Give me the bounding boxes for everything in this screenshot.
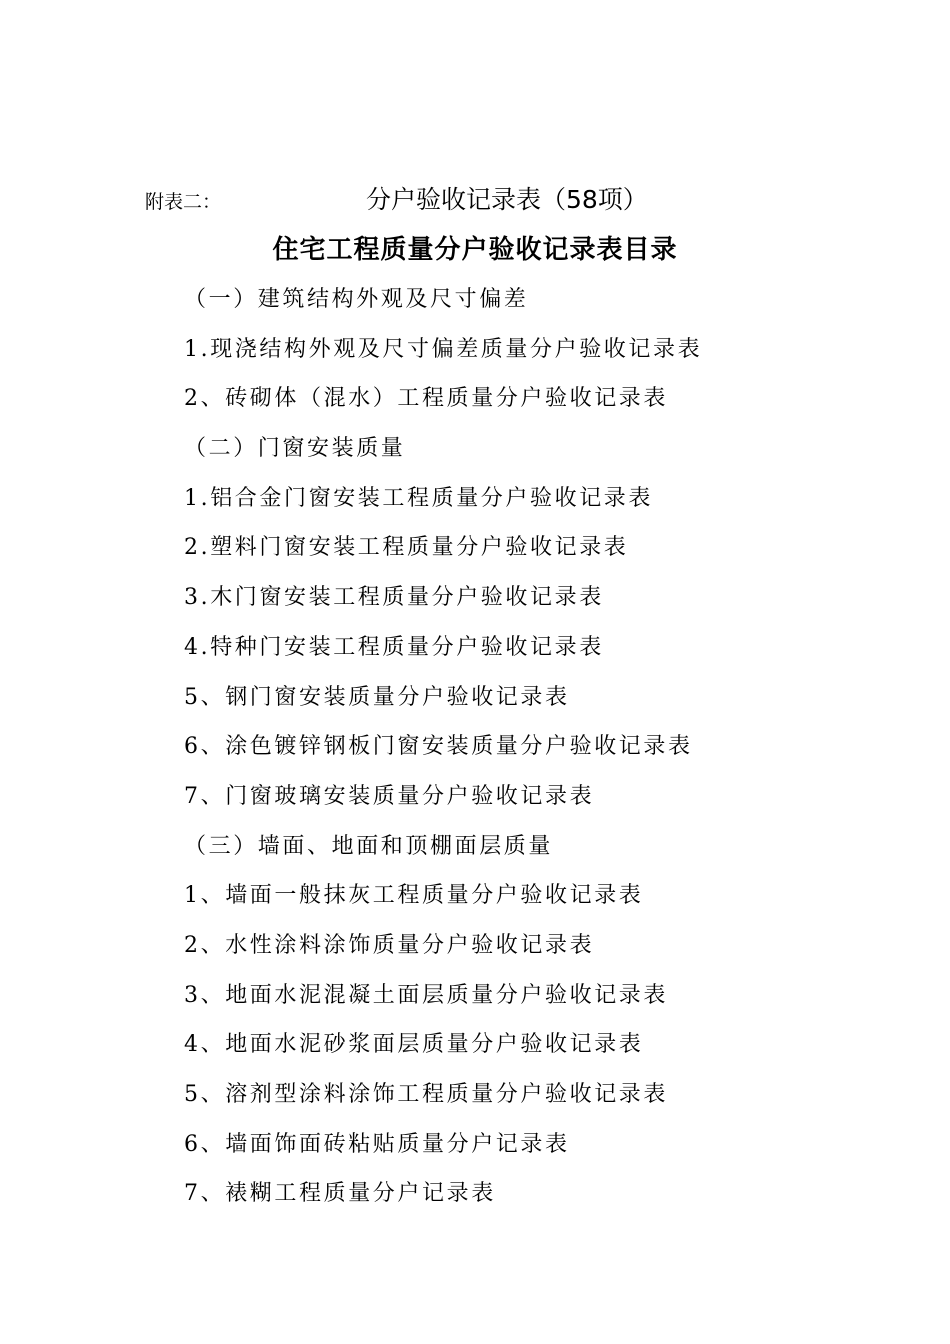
toc-section-heading: （三）墙面、地面和顶棚面层质量 [184, 833, 554, 859]
form-title: 分户验收记录表（58项） [366, 185, 648, 214]
toc-item: 6、涂色镀锌钢板门窗安装质量分户验收记录表 [184, 734, 693, 760]
toc-item: 4、地面水泥砂浆面层质量分户验收记录表 [184, 1032, 644, 1058]
toc-section-heading: （一）建筑结构外观及尺寸偏差 [184, 287, 529, 312]
toc-item: 7、裱糊工程质量分户记录表 [184, 1181, 496, 1207]
toc-title: 住宅工程质量分户验收记录表目录 [272, 235, 678, 265]
toc-item: 5、溶剂型涂料涂饰工程质量分户验收记录表 [184, 1082, 668, 1107]
toc-item: 2.塑料门窗安装工程质量分户验收记录表 [184, 535, 629, 561]
toc-item: 3.木门窗安装工程质量分户验收记录表 [184, 585, 604, 611]
toc-item: 2、砖砌体（混水）工程质量分户验收记录表 [184, 386, 668, 412]
toc-item: 5、钢门窗安装质量分户验收记录表 [184, 684, 570, 710]
appendix-label: 附表二： [145, 191, 222, 213]
toc-item: 7、门窗玻璃安装质量分户验收记录表 [184, 783, 595, 809]
toc-list [184, 282, 702, 1226]
toc-item: 1.铝合金门窗安装工程质量分户验收记录表 [184, 485, 653, 511]
toc-item: 2、水性涂料涂饰质量分户验收记录表 [184, 932, 595, 958]
toc-item: 6、墙面饰面砖粘贴质量分户记录表 [184, 1131, 570, 1157]
toc-item: 1.现浇结构外观及尺寸偏差质量分户验收记录表 [184, 336, 703, 362]
toc-item: 1、墙面一般抹灰工程质量分户验收记录表 [184, 883, 644, 909]
toc-item: 3、地面水泥混凝土面层质量分户验收记录表 [184, 982, 668, 1008]
toc-item: 4.特种门安装工程质量分户验收记录表 [184, 634, 604, 660]
toc-section-heading: （二）门窗安装质量 [184, 436, 406, 462]
